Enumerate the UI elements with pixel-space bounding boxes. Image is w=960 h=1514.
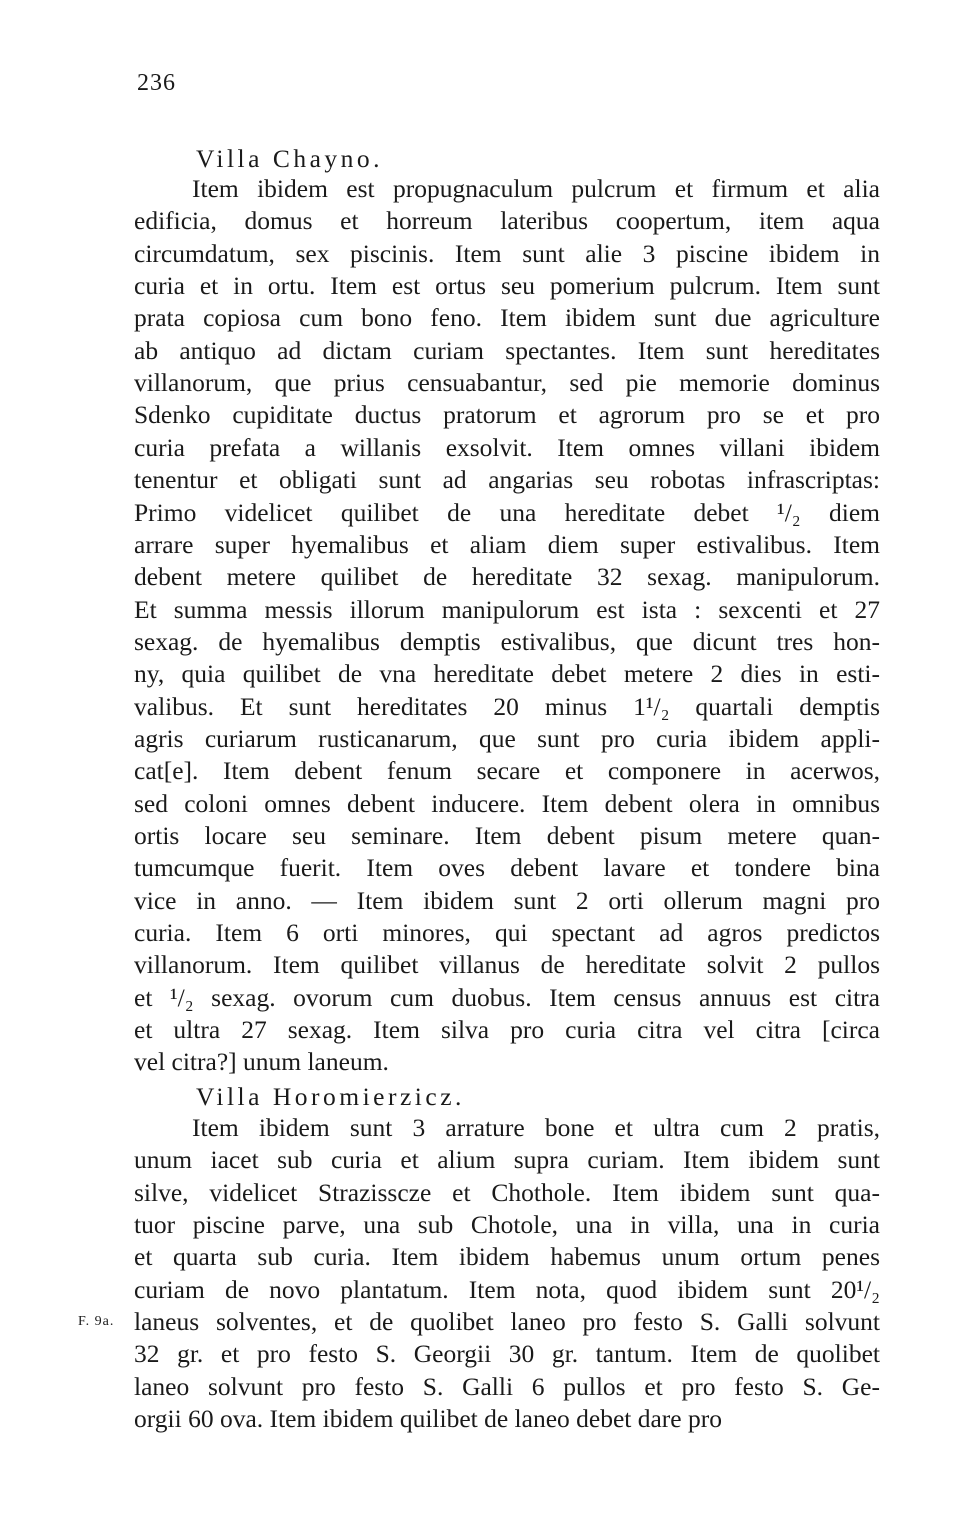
text-line: tenentur et obligati sunt ad angarias seu robotas infrascriptas:	[134, 465, 880, 495]
text-line: arrare super hyemalibus et aliam diem super estivalibus. Item	[134, 529, 880, 559]
text-line: curia. Item 6 orti minores, qui spectant ad agros predictos	[134, 918, 880, 948]
text-line: valibus. Et sunt hereditates 20 minus 1¹/₂ quartali demptis	[134, 691, 880, 721]
text-line: ny, quia quilibet de vna hereditate debet metere 2 dies in esti-	[134, 659, 880, 689]
text-line: tumcumque fuerit. Item oves debent lavare et tondere bina	[134, 853, 880, 883]
page-number: 236	[137, 70, 176, 96]
text-line: debent metere quilibet de hereditate 32 sexag. manipulorum.	[134, 562, 880, 592]
text-line: tuor piscine parve, una sub Chotole, una in villa, una in curia	[134, 1210, 880, 1240]
text-line: sexag. de hyemalibus demptis estivalibus, que dicunt tres hon-	[134, 626, 880, 656]
text-line: curia et in ortu. Item est ortus seu pomerium pulcrum. Item sunt	[134, 271, 880, 301]
text-line: laneo solvunt pro festo S. Galli 6 pullos et pro festo S. Ge-	[134, 1371, 880, 1401]
text-line: laneus solventes, et de quolibet laneo pro festo S. Galli solvunt	[134, 1307, 880, 1337]
text-line: vice in anno. — Item ibidem sunt 2 orti ollerum magni pro	[134, 885, 880, 915]
text-line: Et summa messis illorum manipulorum est ista : sexcenti et 27	[134, 594, 880, 624]
text-line: et quarta sub curia. Item ibidem habemus unum ortum penes	[134, 1242, 880, 1272]
text-line: orgii 60 ova. Item ibidem quilibet de laneo debet dare pro	[134, 1404, 722, 1434]
text-line: sed coloni omnes debent inducere. Item debent olera in omnibus	[134, 788, 880, 818]
section-heading-villa-horomierzicz: Villa Horomierzicz.	[196, 1082, 465, 1111]
text-line: 32 gr. et pro festo S. Georgii 30 gr. tantum. Item de quolibet	[134, 1339, 880, 1369]
text-line: Primo videlicet quilibet de una hereditate debet ¹/₂ diem	[134, 497, 880, 527]
text-line: curiam de novo plantatum. Item nota, quod ibidem sunt 20¹/₂	[134, 1274, 880, 1304]
text-line: et ultra 27 sexag. Item silva pro curia citra vel citra [circa	[134, 1015, 880, 1045]
text-line: cat[e]. Item debent fenum secare et componere in acerwos,	[134, 756, 880, 786]
text-line: circumdatum, sex piscinis. Item sunt alie 3 piscine ibidem in	[134, 238, 880, 268]
text-line: villanorum, que prius censuabantur, sed pie memorie dominus	[134, 368, 880, 398]
text-line: et ¹/₂ sexag. ovorum cum duobus. Item census annuus est citra	[134, 982, 880, 1012]
text-line: agris curiarum rusticanarum, que sunt pro curia ibidem appli-	[134, 723, 880, 753]
text-line: edificia, domus et horreum lateribus coopertum, item aqua	[134, 206, 880, 236]
text-line: ortis locare seu seminare. Item debent pisum metere quan-	[134, 821, 880, 850]
text-line: ab antiquo ad dictam curiam spectantes. Item sunt hereditates	[134, 335, 880, 365]
text-line: unum iacet sub curia et alium supra curiam. Item ibidem sunt	[134, 1145, 880, 1175]
text-line: silve, videlicet Strazisscze et Chothole. Item ibidem sunt qua-	[134, 1177, 880, 1207]
text-line: Item ibidem est propugnaculum pulcrum et firmum et alia	[192, 174, 880, 203]
section-heading-villa-chayno: Villa Chayno.	[196, 144, 384, 173]
text-line: curia prefata a willanis exsolvit. Item omnes villani ibidem	[134, 432, 880, 462]
text-line: Item ibidem sunt 3 arrature bone et ultra cum 2 pratis,	[192, 1113, 880, 1142]
text-line: prata copiosa cum bono feno. Item ibidem sunt due agriculture	[134, 303, 880, 333]
text-line: villanorum. Item quilibet villanus de hereditate solvit 2 pullos	[134, 950, 880, 980]
text-line: Sdenko cupiditate ductus pratorum et agrorum pro se et pro	[134, 400, 880, 430]
text-line: vel citra?] unum laneum.	[134, 1047, 389, 1077]
margin-folio-note: F. 9a.	[78, 1314, 115, 1329]
